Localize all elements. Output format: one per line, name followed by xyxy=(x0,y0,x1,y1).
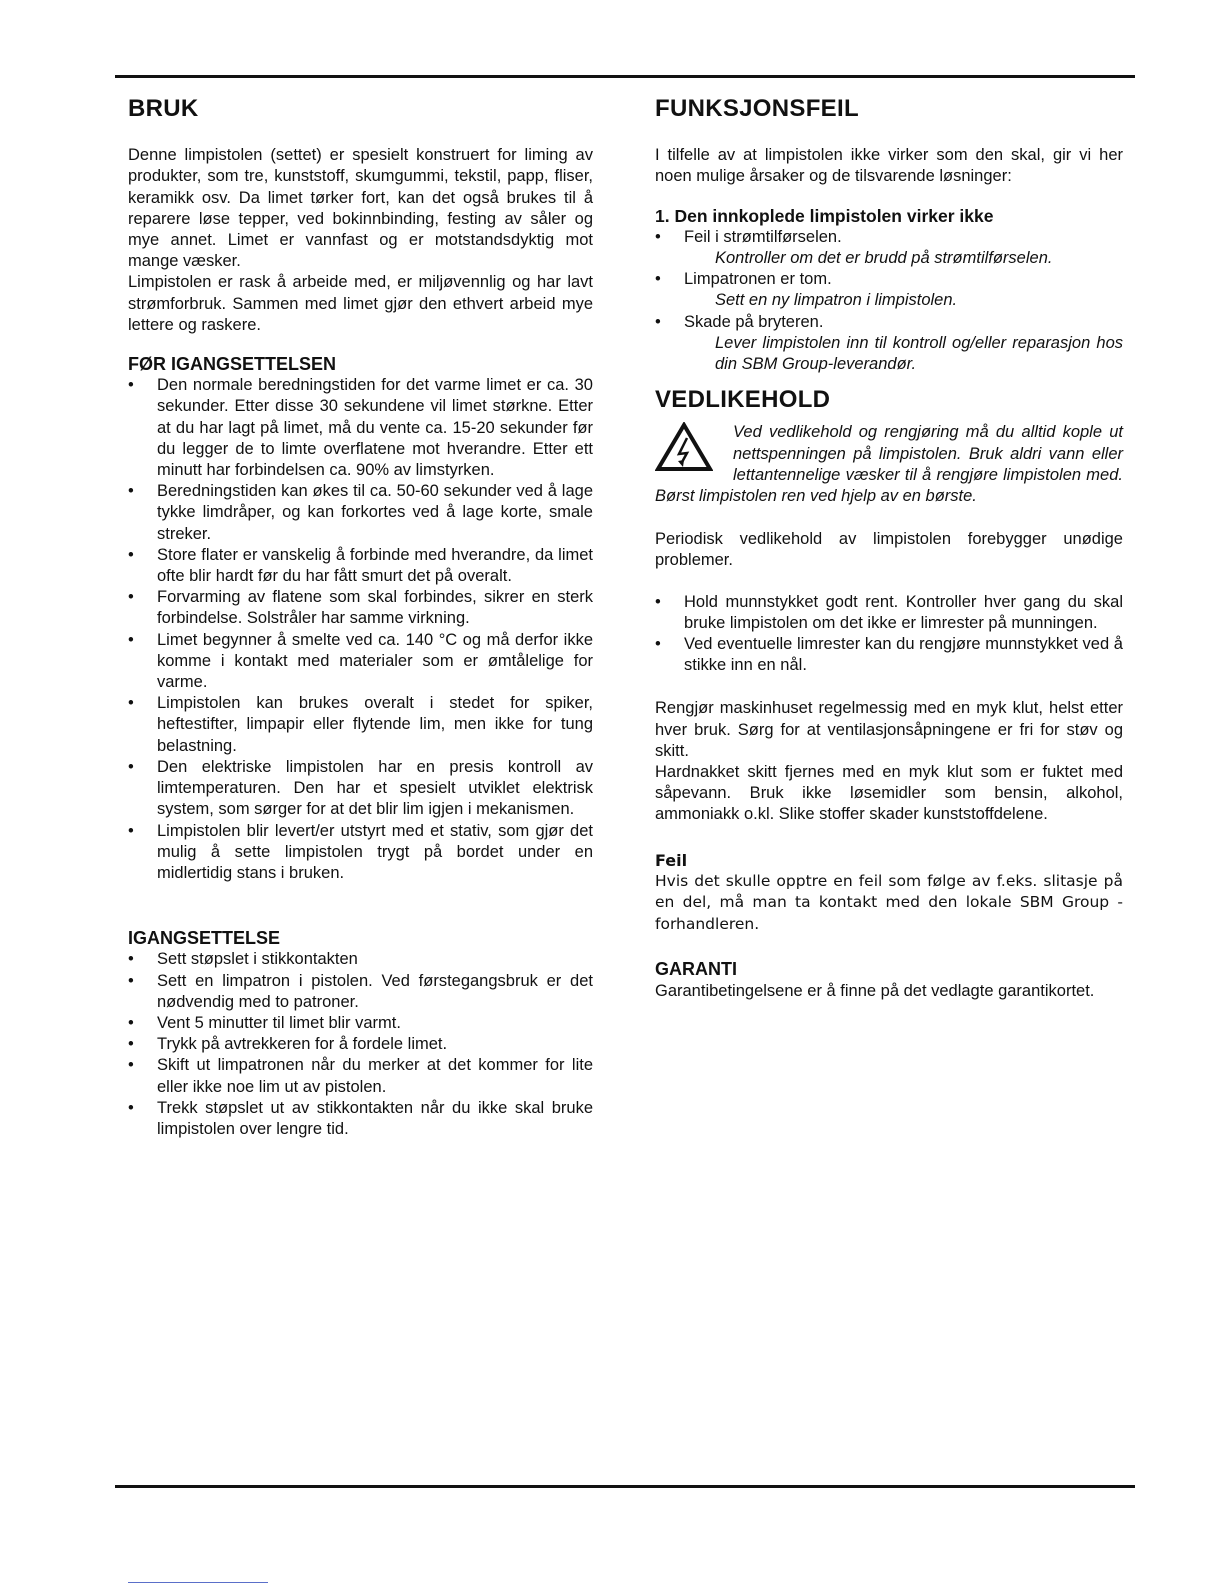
bruk-heading: BRUK xyxy=(128,95,199,122)
list-item: • Ved eventuelle limrester kan du rengjøre munnstykket ved å stikke inn en nål. xyxy=(655,634,1123,676)
list-item: • Forvarming av flatene som skal forbindes, sikrer en sterk forbindelse. Solstråler har samme virkning. xyxy=(128,587,593,629)
fault-fix: Sett en ny limpatron i limpistolen. xyxy=(715,291,958,310)
top-rule xyxy=(115,75,1135,78)
list-item: • Vent 5 minutter til limet blir varmt. xyxy=(128,1013,593,1034)
bruk-paragraph-2: Limpistolen er rask å arbeide med, er miljøvennlig og har lavt strømforbruk. Sammen med limet gjør den ethvert arbeid mye lettere og raskere. xyxy=(128,273,593,334)
vedlikehold-heading: VEDLIKEHOLD xyxy=(655,386,831,414)
fault-cause: Skade på bryteren. xyxy=(684,312,824,331)
bottom-rule xyxy=(115,1485,1135,1488)
list-item: • Trykk på avtrekkeren for å fordele limet. xyxy=(128,1034,593,1055)
list-item: • Skift ut limpatronen når du merker at det kommer for lite eller ikke noe lim ut av pistolen. xyxy=(128,1055,593,1097)
footer-link-underline xyxy=(128,1582,268,1583)
for-igangsettelsen-list xyxy=(128,375,593,884)
funksjonsfeil-intro: I tilfelle av at limpistolen ikke virker som den skal, gir vi her noen mulige årsaker og de tilsvarende løsninger: xyxy=(655,146,1123,186)
funksjonsfeil-list xyxy=(655,227,1123,375)
warning-text: Ved vedlikehold og rengjøring må du alltid kople ut nettspenningen på limpistolen. Bruk aldri vann eller lettantennelige væsker til å rengjøre limpistolen med. Børst limpistolen ren ved hjelp av en børste. xyxy=(655,423,1123,506)
list-item xyxy=(655,312,1123,376)
fault-cause: Feil i strømtilførselen. xyxy=(684,227,842,246)
list-item: • Sett støpslet i stikkontakten xyxy=(128,949,593,970)
fault-fix: Kontroller om det er brudd på strømtilførselen. xyxy=(715,249,1053,268)
list-item: • Den normale beredningstiden for det varme limet er ca. 30 sekunder. Etter disse 30 sekundene vil limet størkne. Etter at du har lagt på limet, må du vente ca. 15-20 sekunder før du legger de to limte overflatene mot hverandre. Etter ett minutt har forbindelsen ca. 90% av limstyrken. xyxy=(128,375,593,481)
vedlikehold-paragraph-2: Rengjør maskinhuset regelmessig med en myk klut, helst etter hver bruk. Sørg for at ventilasjonsåpningene er fri for støv og skitt. xyxy=(655,699,1123,760)
igangsettelse-list xyxy=(128,949,593,1140)
bruk-paragraph-1: Denne limpistolen (settet) er spesielt konstruert for liming av produkter, som tre, kunststoff, skumgummi, tekstil, papp, fliser, keramikk osv. Da limet tørker fort, kan det også brukes til å reparere løse tepper, ved bokinnbinding, festing av såler og mye annet. Limet er vannfast og er motstandsdyktig mot mange væsker. xyxy=(128,146,593,271)
left-column xyxy=(128,95,593,1140)
vedlikehold-list xyxy=(655,592,1123,677)
funksjonsfeil-heading: FUNKSJONSFEIL xyxy=(655,95,859,122)
list-item: • Limpistolen kan brukes overalt i stedet for spiker, heftestifter, limpapir eller flytende lim, men ikke for tung belastning. xyxy=(128,693,593,757)
vedlikehold-warning xyxy=(655,422,1123,507)
warning-icon xyxy=(655,422,713,472)
fault-cause: Limpatronen er tom. xyxy=(684,270,832,289)
igangsettelse-heading: IGANGSETTELSE xyxy=(128,928,281,949)
garanti-text: Garantibetingelsene er å finne på det vedlagte garantikortet. xyxy=(655,981,1095,1000)
garanti-heading: GARANTI xyxy=(655,959,737,980)
vedlikehold-paragraph-3: Hardnakket skitt fjernes med en myk klut som er fuktet med såpevann. Bruk ikke løsemidler som bensin, alkohol, ammoniakk o.kl. Slike stoffer skader kunststoffdelene. xyxy=(655,763,1123,824)
list-item xyxy=(655,269,1123,311)
feil-text: Hvis det skulle opptre en feil som følge av f.eks. slitasje på en del, må man ta kontakt med den lokale SBM Group - forhandleren. xyxy=(655,871,1123,933)
list-item: • Trekk støpslet ut av stikkontakten når du ikke skal bruke limpistolen over lengre tid. xyxy=(128,1098,593,1140)
list-item: • Sett en limpatron i pistolen. Ved førstegangsbruk er det nødvendig med to patroner. xyxy=(128,971,593,1013)
feil-heading: Feil xyxy=(655,850,688,870)
vedlikehold-paragraph-1: Periodisk vedlikehold av limpistolen forebygger unødige problemer. xyxy=(655,530,1123,570)
list-item xyxy=(655,227,1123,269)
for-igangsettelsen-heading: FØR IGANGSETTELSEN xyxy=(128,354,337,375)
list-item: • Limpistolen blir levert/er utstyrt med et stativ, som gjør det mulig å sette limpistolen trygt på bordet under en midlertidig stans i bruken. xyxy=(128,821,593,885)
list-item: • Limet begynner å smelte ved ca. 140 °C og må derfor ikke komme i kontakt med materialer som er ømtålelige for varme. xyxy=(128,630,593,694)
fault-fix: Lever limpistolen inn til kontroll og/eller reparasjon hos din SBM Group-leverandør. xyxy=(715,333,1123,374)
list-item: • Den elektriske limpistolen har en presis kontroll av limtemperaturen. Den har et spesielt utviklet elektrisk system, som sørger for at det blir lim igjen i mekanismen. xyxy=(128,757,593,821)
list-item: • Store flater er vanskelig å forbinde med hverandre, da limet ofte blir hardt før du har fått smurt det på overalt. xyxy=(128,545,593,587)
right-column xyxy=(655,95,1123,1002)
list-item: • Beredningstiden kan økes til ca. 50-60 sekunder ved å lage tykke limdråper, og kan forkortes ved å lage korte, smale streker. xyxy=(128,481,593,545)
funksjonsfeil-subheading: 1. Den innkoplede limpistolen virker ikke xyxy=(655,205,994,226)
list-item: • Hold munnstykket godt rent. Kontroller hver gang du skal bruke limpistolen om det ikke er limrester på munningen. xyxy=(655,592,1123,634)
